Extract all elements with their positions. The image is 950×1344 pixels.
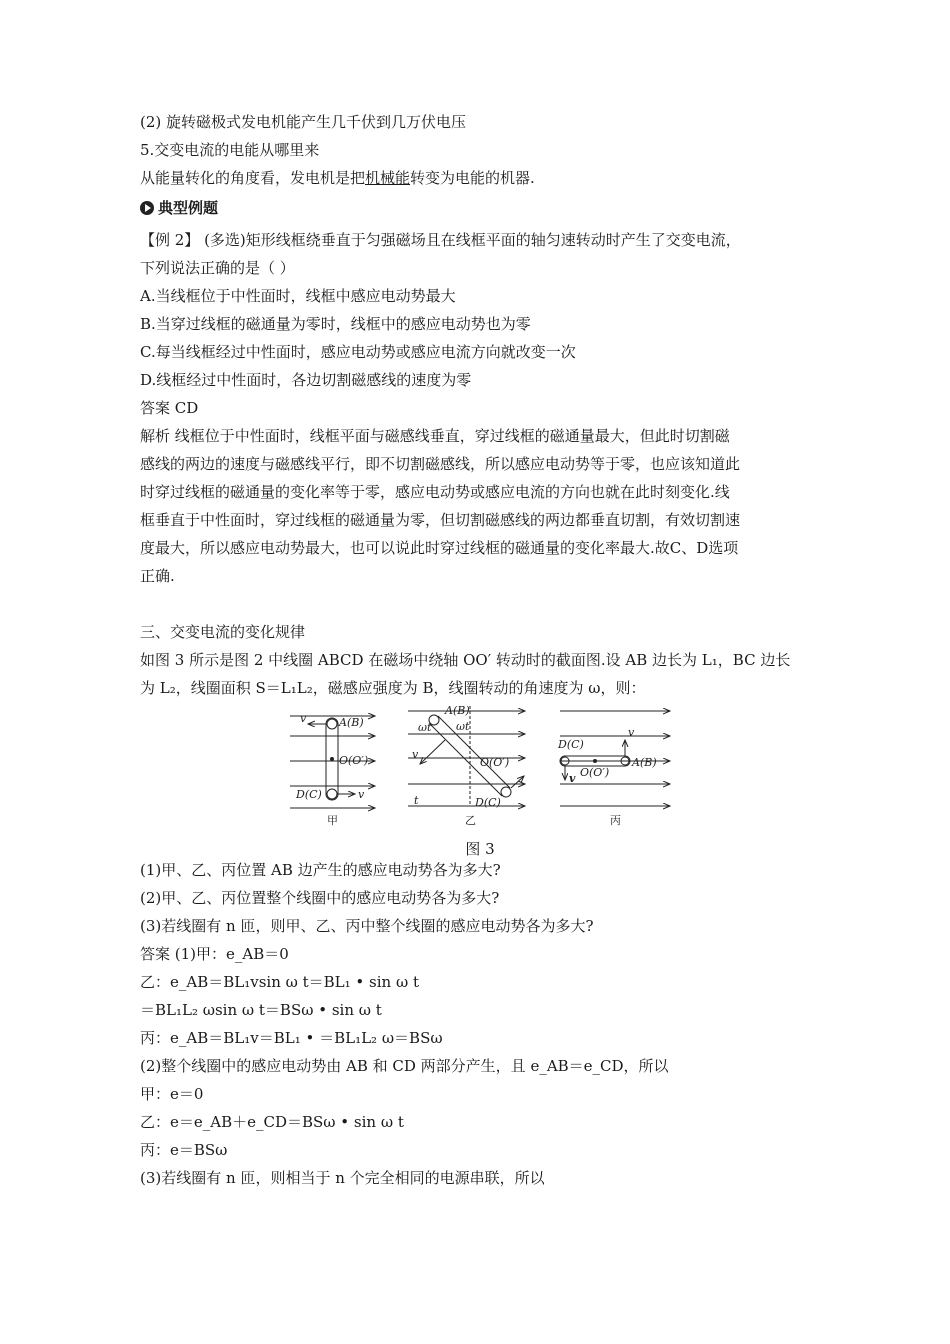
answer-line: 丙：e＝BSω: [140, 1141, 228, 1159]
text-segment: 转变为电能的机器.: [410, 169, 535, 187]
caption-jia: 甲: [327, 814, 338, 826]
text-line: 下列说法正确的是（ ）: [140, 259, 295, 277]
label-v: v: [412, 748, 419, 761]
question-1: (1)甲、乙、丙位置 AB 边产生的感应电动势各为多大?: [140, 861, 501, 879]
label-omega-t: ωt: [456, 720, 470, 733]
text-line: 如图 3 所示是图 2 中线圈 ABCD 在磁场中绕轴 OO′ 转动时的截面图.设 AB 边长为 L₁，BC 边长: [140, 651, 791, 669]
label-v: v: [300, 712, 307, 725]
play-circle-icon: [140, 201, 154, 215]
caption-bing: 丙: [610, 814, 621, 826]
analysis-line: 正确.: [140, 567, 175, 585]
label-v: v: [628, 726, 635, 739]
label-dc: D(C): [475, 796, 501, 809]
answer-line: 丙：e_AB＝BL₁v＝BL₁ • ＝BL₁L₂ ω＝BSω: [140, 1029, 443, 1047]
answer-line: (3)若线圈有 n 匝，则相当于 n 个完全相同的电源串联，所以: [140, 1169, 545, 1187]
answer-line: 答案 (1)甲：e_AB＝0: [140, 945, 289, 963]
answer-line: 乙：e＝e_AB＋e_CD＝BSω • sin ω t: [140, 1113, 404, 1131]
analysis-line: 时穿过线框的磁通量的变化率等于零，感应电动势或感应电流的方向也就在此时刻变化.线: [140, 483, 730, 501]
section-heading: [140, 194, 820, 222]
option-b: B.当穿过线框的磁通量为零时，线框中的感应电动势也为零: [140, 315, 531, 333]
option-c: C.每当线框经过中性面时，感应电动势或感应电流方向就改变一次: [140, 343, 576, 361]
text-segment: 从能量转化的角度看，发电机是把: [140, 169, 366, 187]
label-o: O(O′): [480, 756, 510, 769]
figure-caption: 图 3: [465, 840, 495, 858]
caption-yi: 乙: [465, 814, 476, 826]
label-t: t: [414, 794, 419, 807]
question-3: (3)若线圈有 n 匝，则甲、乙、丙中整个线圈的感应电动势各为多大?: [140, 917, 594, 935]
option-a: A.当线框位于中性面时，线框中感应电动势最大: [140, 287, 456, 305]
label-dc: D(C): [296, 788, 322, 801]
label-v: v: [358, 788, 365, 801]
analysis-line: 度最大，所以感应电动势最大，也可以说此时穿过线框的磁通量的变化率最大.故C、D选项: [140, 539, 739, 557]
answer-line: 乙：e_AB＝BL₁vsin ω t＝BL₁ • sin ω t: [140, 973, 419, 991]
section-title: 三、交变电流的变化规律: [140, 623, 306, 641]
answer-line: 答案 CD: [140, 399, 199, 417]
answer-line: 甲：e＝0: [140, 1085, 204, 1103]
figure-3: [140, 706, 820, 856]
answer-line: ＝BL₁L₂ ωsin ω t＝BSω • sin ω t: [140, 1001, 382, 1019]
analysis-line: 框垂直于中性面时，穿过线框的磁通量为零，但切割磁感线的两边都垂直切割，有效切割速: [140, 511, 741, 529]
example-title: 【例 2】 (多选)矩形线框绕垂直于匀强磁场且在线框平面的轴匀速转动时产生了交变电流，: [140, 231, 741, 249]
label-o: O(O′): [580, 766, 610, 779]
question-2: (2)甲、乙、丙位置整个线圈中的感应电动势各为多大?: [140, 889, 500, 907]
label-dc: D(C): [558, 738, 584, 751]
text-line: 为 L₂，线圈面积 S＝L₁L₂，磁感应强度为 B，线圈转动的角速度为 ω，则：: [140, 679, 646, 697]
label-ab: A(B): [445, 706, 470, 717]
label-ab: A(B): [632, 756, 657, 769]
analysis-line: 解析 线框位于中性面时，线框平面与磁感线垂直，穿过线框的磁通量最大，但此时切割磁: [140, 427, 730, 445]
energy-line: [140, 164, 820, 192]
section-heading-label: 典型例题: [158, 199, 219, 217]
text-line: (2) 旋转磁极式发电机能产生几千伏到几万伏电压: [140, 113, 467, 131]
answer-line: (2)整个线圈中的感应电动势由 AB 和 CD 两部分产生，且 e_AB＝e_CD，所以: [140, 1057, 669, 1075]
label-omega-t: ωt: [418, 721, 432, 734]
figure-3-diagram: [140, 706, 820, 826]
analysis-line: 感线的两边的速度与磁感线平行，即不切割磁感线，所以感应电动势等于零，也应该知道此: [140, 455, 741, 473]
text-line: 5.交变电流的电能从哪里来: [140, 141, 320, 159]
label-v: v: [569, 772, 576, 785]
option-d: D.线框经过中性面时，各边切割磁感线的速度为零: [140, 371, 472, 389]
underlined-term: 机械能: [365, 169, 411, 187]
label-o: O(O′): [339, 754, 369, 767]
label-ab: A(B): [339, 716, 364, 729]
document-page: [140, 108, 820, 1192]
